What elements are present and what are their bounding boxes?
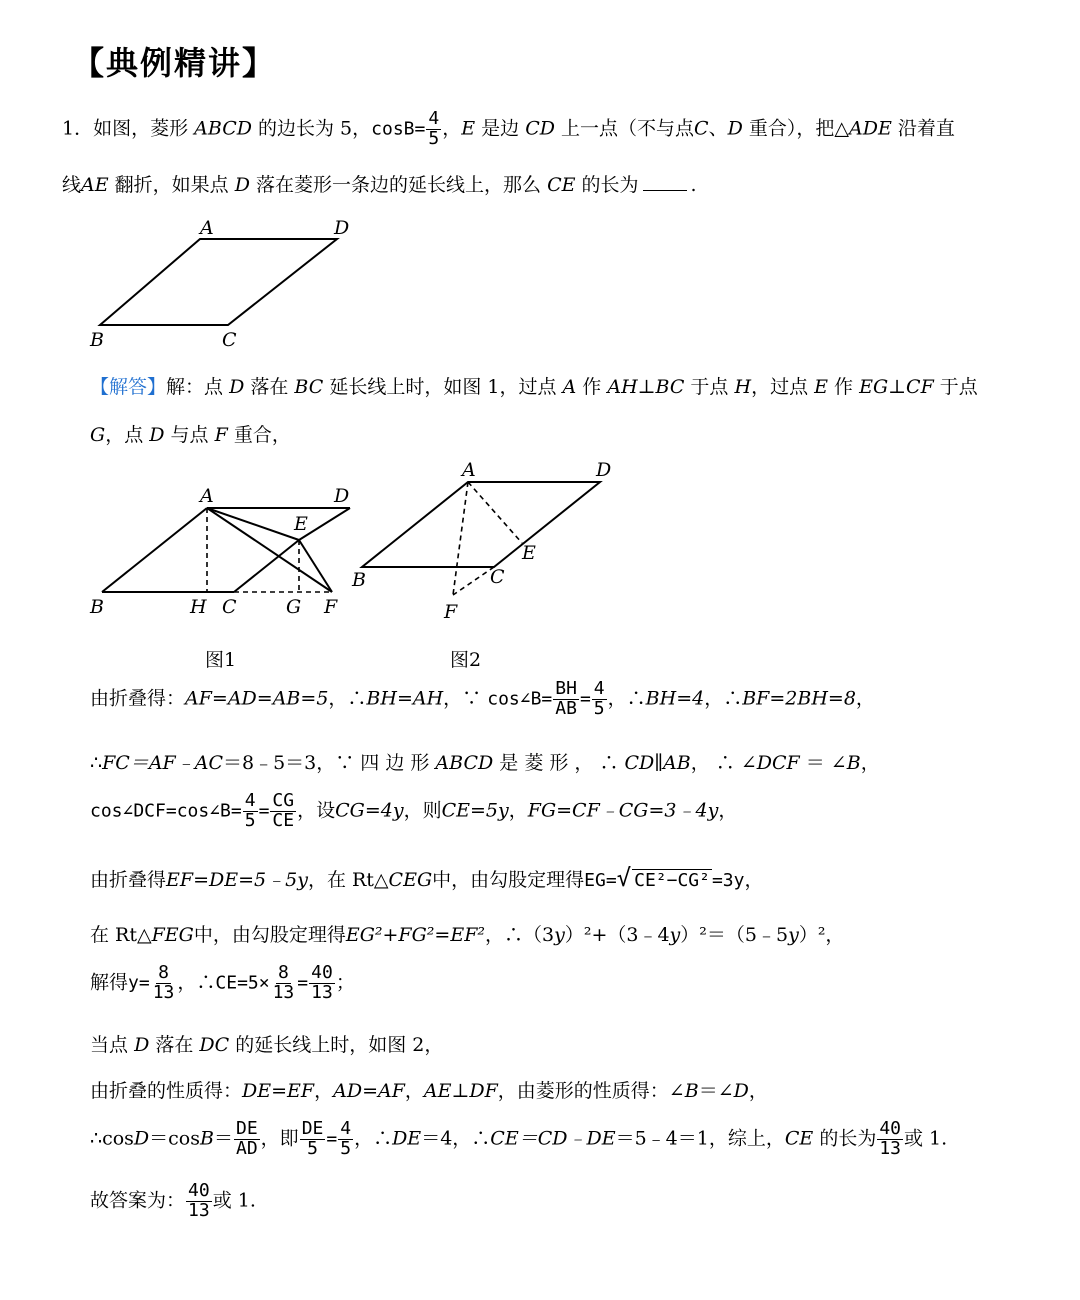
label-a: A <box>200 217 214 239</box>
dashed-cf <box>453 567 494 595</box>
label-a: A <box>200 485 214 507</box>
label-d: D <box>596 459 612 481</box>
label-e: E <box>294 513 308 535</box>
label-f: F <box>324 596 338 618</box>
dashed-af <box>453 482 468 595</box>
label-a: A <box>462 459 476 481</box>
fraction: $\frac{4}{5}$ <box>593 678 605 719</box>
figure-1-caption: 图1 <box>205 649 237 671</box>
fraction: $\frac{4}{5}$ <box>244 790 256 831</box>
fraction: $\frac{40}{13}$ <box>879 1118 902 1159</box>
sqrt-symbol: √ <box>616 864 632 892</box>
segment-ef <box>299 540 332 592</box>
label-c: C <box>490 566 505 588</box>
label-c: C <box>222 329 237 351</box>
section-title: 【典例精讲】 <box>72 44 277 82</box>
fraction: $\frac{DE}{5}$ <box>301 1118 324 1159</box>
rhombus-abcd <box>100 239 337 325</box>
label-h: H <box>190 596 207 618</box>
solution-step-8: 由折叠的性质得：DE=EF，AD=AF，AE⊥DF，由菱形的性质得：∠B＝∠D， <box>90 1080 768 1102</box>
solution-step-4: 由折叠得EF=DE=5﹣5y，在 Rt△CEG中，由勾股定理得EG=√ CE²−CG² =3y， <box>90 864 764 892</box>
fraction: $\frac{40}{13}$ <box>311 962 333 1003</box>
answer-blank <box>643 172 687 191</box>
figure-2-caption: 图2 <box>450 649 482 671</box>
solution-line-2: G，点 D 与点 F 重合， <box>90 424 291 446</box>
solution-step-3: cos∠DCF=cos∠B= $\frac{4}{5}$ = $\frac{CG}{CE}$ ，设CG=4y，则CE=5y，FG=CF﹣CG=3﹣4y， <box>90 790 738 831</box>
label-g: G <box>286 596 302 618</box>
problem-line-1: 1．如图，菱形 ABCD 的边长为 5，cosB= $\frac{4}{5}$ ，E 是边 CD 上一点（不与点C、D 重合），把△ADE 沿着直 <box>62 108 955 149</box>
solution-step-1: 由折叠得：AF=AD=AB=5，∴BH=AH，∵ cos∠B= $\frac{BH}{AB}$ = $\frac{4}{5}$ ，∴BH=4，∴BF=2BH=8， <box>90 678 875 719</box>
fraction: $\frac{4}{5}$ <box>340 1118 352 1159</box>
fraction: $\frac{BH}{AB}$ <box>555 678 577 719</box>
solution-step-5: 在 Rt△FEG中，由勾股定理得EG²+FG²=EF²，∴（3y）²+（3﹣4y）²＝（5﹣5y）²， <box>90 924 845 946</box>
edge-ab <box>102 508 207 592</box>
label-e: E <box>522 542 536 564</box>
dashed-ae <box>468 482 522 543</box>
answer-tag: 【解答】 <box>90 376 167 398</box>
fraction: $\frac{DE}{AD}$ <box>235 1118 258 1159</box>
fraction: $\frac{8}{13}$ <box>272 962 295 1003</box>
label-b: B <box>352 569 366 591</box>
label-b: B <box>90 596 104 618</box>
radicand: CE²−CG² <box>634 870 710 891</box>
fraction: $\frac{4}{5}$ <box>428 108 440 149</box>
solution-step-9: ∴cosD＝cosB＝ $\frac{DE}{AD}$ ，即 $\frac{DE}{5}$ = $\frac{4}{5}$ ，∴DE＝4，∴CE＝CD﹣DE＝5﹣4＝1，综上，CE 的长为 $\frac{40}{13}$ 或 1. <box>90 1118 948 1159</box>
segment-ae <box>207 508 299 540</box>
fraction: $\frac{CG}{CE}$ <box>272 790 295 831</box>
final-answer: 故答案为： $\frac{40}{13}$ 或 1. <box>90 1180 256 1221</box>
fraction: $\frac{40}{13}$ <box>188 1180 210 1221</box>
problem-line-2: 线AE 翻折，如果点 D 落在菱形一条边的延长线上，那么 CE 的长为 . <box>62 174 697 196</box>
solution-step-2: ∴FC＝AF﹣AC＝8﹣5＝3，∵ 四 边 形 ABCD 是 菱 形 ， ∴ CD∥AB， ∴ ∠DCF ＝ ∠B， <box>90 752 880 774</box>
label-c: C <box>222 596 237 618</box>
figure-1 <box>84 480 364 625</box>
problem-number: 1． <box>62 117 94 140</box>
label-d: D <box>334 485 350 507</box>
fraction: $\frac{8}{13}$ <box>152 962 175 1003</box>
solution-line-1: 【解答】解：点 D 落在 BC 延长线上时，如图 1，过点 A 作 AH⊥BC 于点 H，过点 E 作 EG⊥CF 于点 <box>90 376 978 398</box>
label-d: D <box>334 217 350 239</box>
segment-af <box>207 508 332 592</box>
label-b: B <box>90 329 104 351</box>
figure-2 <box>340 455 630 630</box>
solution-step-6: 解得y= $\frac{8}{13}$ ，∴CE=5× $\frac{8}{13}$ = $\frac{40}{13}$ ； <box>90 962 355 1003</box>
label-f: F <box>444 601 458 623</box>
solution-step-7: 当点 D 落在 DC 的延长线上时，如图 2， <box>90 1034 444 1056</box>
rhombus-abcd <box>362 482 600 567</box>
rhombus-figure <box>80 212 380 357</box>
